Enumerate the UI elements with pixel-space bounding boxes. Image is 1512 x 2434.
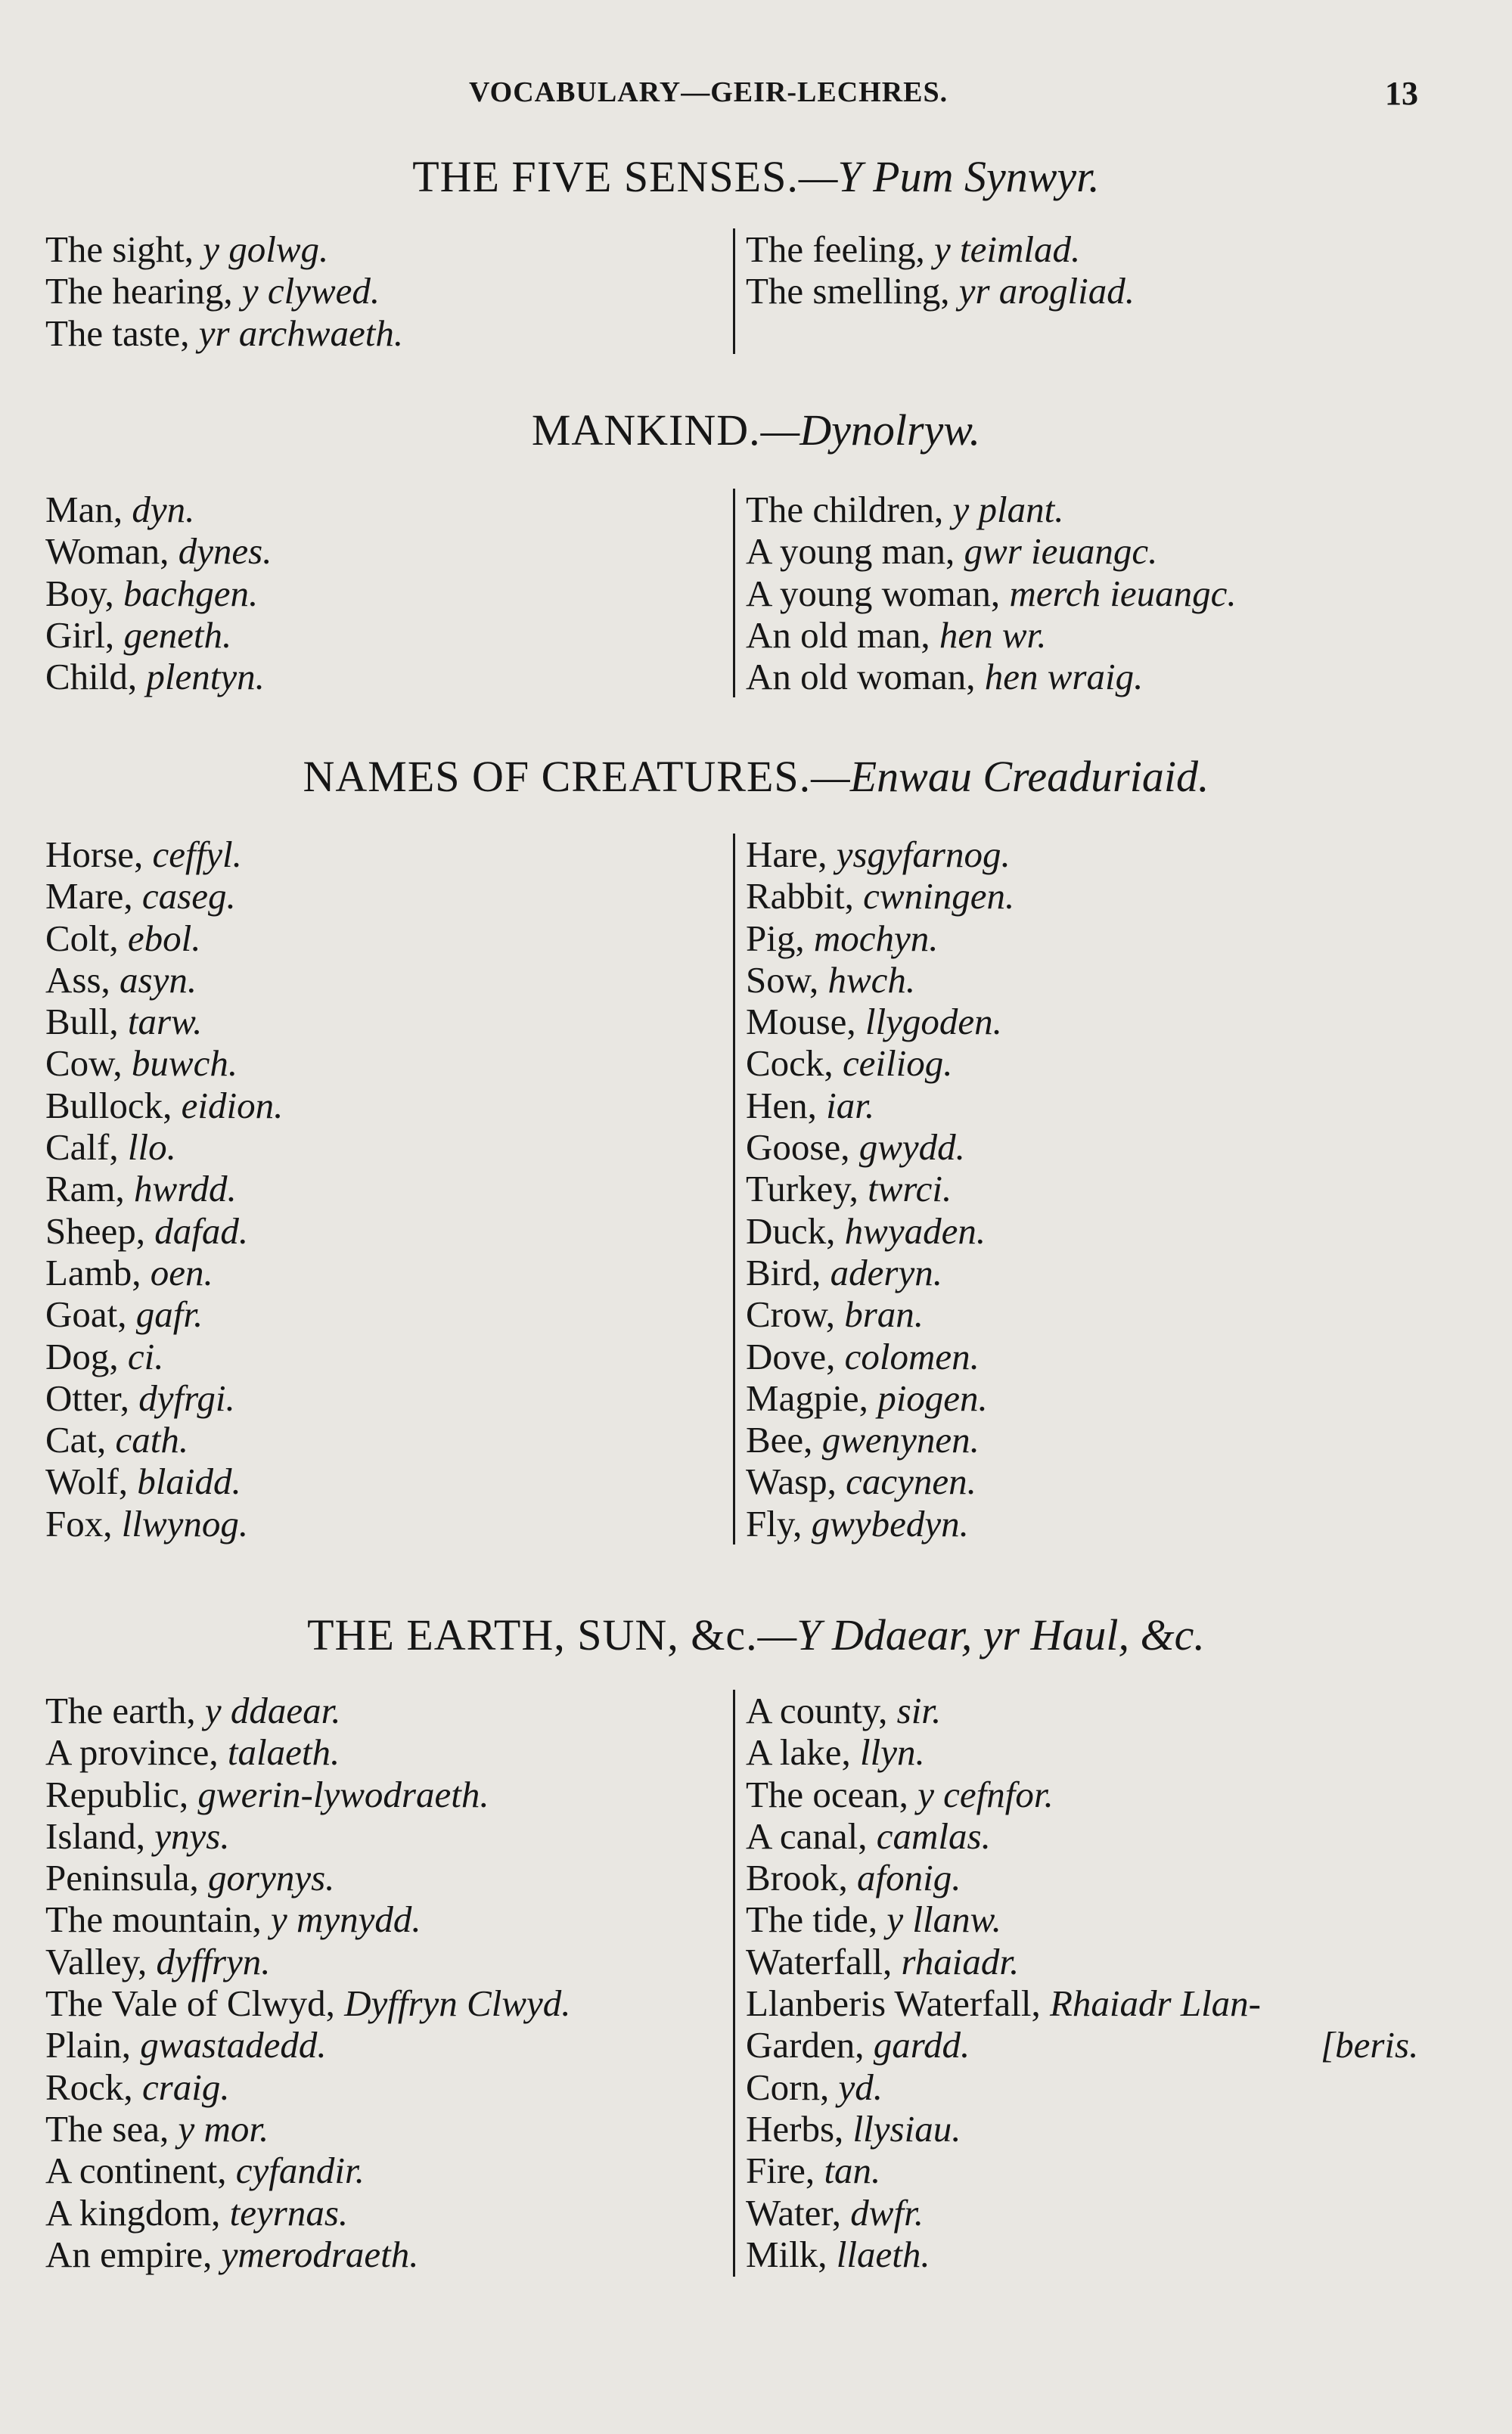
vocab-entry: The sight, y golwg. bbox=[45, 228, 329, 270]
vocab-entry: Fox, llwynog. bbox=[45, 1502, 249, 1545]
vocab-entry: Wasp, cacynen. bbox=[746, 1461, 976, 1503]
vocab-entry: The tide, y llanw. bbox=[746, 1898, 1001, 1941]
vocab-entry: Plain, gwastadedd. bbox=[45, 2024, 327, 2066]
vocab-entry: A province, talaeth. bbox=[45, 1731, 340, 1774]
vocab-entry: The children, y plant. bbox=[746, 489, 1064, 530]
vocab-entry: Water, dwfr. bbox=[746, 2191, 924, 2234]
vocab-entry: Cow, buwch. bbox=[45, 1042, 238, 1085]
vocab-entry: Garden, gardd. [beris. bbox=[746, 2024, 1419, 2066]
vocab-entry: Hare, ysgyfarnog. bbox=[746, 834, 1011, 875]
vocab-entry: Ram, hwrdd. bbox=[45, 1168, 237, 1210]
vocab-entry: Otter, dyfrgi. bbox=[45, 1377, 235, 1419]
vocab-entry: The taste, yr archwaeth. bbox=[45, 312, 404, 354]
heading-english: NAMES OF CREATURES. bbox=[303, 752, 812, 801]
vocab-entry: A kingdom, teyrnas. bbox=[45, 2191, 349, 2234]
vocab-entry: Girl, geneth. bbox=[45, 613, 232, 656]
vocab-entry: A young woman, merch ieuangc. bbox=[746, 572, 1237, 614]
section-heading-creatures bbox=[0, 751, 1512, 802]
vocab-entry: The earth, y ddaear. bbox=[45, 1690, 341, 1731]
vocab-entry: The sea, y mor. bbox=[45, 2107, 269, 2150]
vocab-entry: Corn, yd. bbox=[746, 2066, 883, 2108]
vocab-entry: Milk, llaeth. bbox=[746, 2233, 930, 2275]
vocab-entry: Wolf, blaidd. bbox=[45, 1461, 241, 1503]
vocab-entry: Republic, gwerin-lywodraeth. bbox=[45, 1773, 489, 1815]
mankind-columns bbox=[45, 489, 1475, 700]
vocab-entry: An empire, ymerodraeth. bbox=[45, 2233, 419, 2275]
vocab-entry: Fire, tan. bbox=[746, 2150, 881, 2192]
vocab-entry: Bird, aderyn. bbox=[746, 1251, 942, 1293]
vocab-entry: Sheep, dafad. bbox=[45, 1209, 249, 1252]
vocab-entry: A young man, gwr ieuangc. bbox=[746, 530, 1158, 573]
heading-english: THE FIVE SENSES. bbox=[412, 152, 799, 201]
vocab-entry: Island, ynys. bbox=[45, 1815, 230, 1857]
vocab-entry: Waterfall, rhaiadr. bbox=[746, 1940, 1020, 1982]
section-heading-mankind bbox=[0, 405, 1512, 455]
vocab-entry: Crow, bran. bbox=[746, 1293, 924, 1336]
heading-english: MANKIND. bbox=[531, 405, 761, 455]
heading-english: THE EARTH, SUN, &c. bbox=[307, 1610, 758, 1659]
earth-sun-left-column bbox=[45, 1690, 741, 2275]
five-senses-right-column bbox=[746, 228, 1442, 312]
vocab-entry: Magpie, piogen. bbox=[746, 1377, 988, 1419]
five-senses-left-column bbox=[45, 228, 741, 354]
vocab-entry: Calf, llo. bbox=[45, 1126, 176, 1169]
vocab-entry: Child, plentyn. bbox=[45, 656, 265, 698]
vocab-entry: The Vale of Clwyd, Dyffryn Clwyd. bbox=[45, 1982, 571, 2025]
vocab-entry: The smelling, yr arogliad. bbox=[746, 270, 1135, 312]
vocab-entry: An old man, hen wr. bbox=[746, 613, 1047, 656]
vocab-entry: Fly, gwybedyn. bbox=[746, 1502, 969, 1545]
vocab-entry: The feeling, y teimlad. bbox=[746, 228, 1081, 270]
vocab-entry: Herbs, llysiau. bbox=[746, 2107, 961, 2150]
creatures-left-column bbox=[45, 834, 741, 1545]
heading-welsh: —Y Ddaear, yr Haul, &c. bbox=[757, 1610, 1205, 1659]
vocab-entry: Sow, hwch. bbox=[746, 958, 916, 1001]
vocab-entry: Man, dyn. bbox=[45, 489, 195, 530]
running-title: VOCABULARY—GEIR-LECHRES. bbox=[469, 76, 948, 108]
creatures-right-column bbox=[746, 834, 1442, 1545]
continuation-mark: [beris. bbox=[1321, 2024, 1419, 2066]
mankind-right-column bbox=[746, 489, 1442, 697]
vocab-entry: Woman, dynes. bbox=[45, 530, 272, 573]
vocab-entry: A canal, camlas. bbox=[746, 1815, 991, 1857]
section-heading-earth-sun bbox=[0, 1610, 1512, 1660]
vocab-entry: Mouse, llygoden. bbox=[746, 1001, 1002, 1043]
earth-sun-columns bbox=[45, 1690, 1475, 2280]
vocab-entry: Hen, iar. bbox=[746, 1084, 875, 1126]
vocab-entry: A county, sir. bbox=[746, 1690, 942, 1731]
vocab-entry: Peninsula, gorynys. bbox=[45, 1857, 335, 1899]
vocab-entry: Brook, afonig. bbox=[746, 1857, 961, 1899]
vocab-entry: The hearing, y clywed. bbox=[45, 270, 380, 312]
vocab-entry: Pig, mochyn. bbox=[746, 917, 939, 959]
heading-welsh: —Dynolryw. bbox=[760, 405, 981, 455]
vocab-entry: Valley, dyffryn. bbox=[45, 1940, 271, 1982]
creatures-columns bbox=[45, 834, 1475, 1548]
vocab-entry: A lake, llyn. bbox=[746, 1731, 925, 1774]
vocab-entry: Goose, gwydd. bbox=[746, 1126, 965, 1169]
mankind-left-column bbox=[45, 489, 741, 697]
vocab-entry: Cat, cath. bbox=[45, 1419, 189, 1461]
vocab-entry: A continent, cyfandir. bbox=[45, 2150, 365, 2192]
vocab-entry: Ass, asyn. bbox=[45, 958, 197, 1001]
vocab-entry: Bull, tarw. bbox=[45, 1001, 203, 1043]
heading-welsh: —Y Pum Synwyr. bbox=[798, 152, 1100, 201]
vocab-entry: Bullock, eidion. bbox=[45, 1084, 284, 1126]
vocab-entry: Cock, ceiliog. bbox=[746, 1042, 953, 1085]
vocab-entry: Rock, craig. bbox=[45, 2066, 230, 2108]
vocab-entry: Goat, gafr. bbox=[45, 1293, 203, 1336]
vocab-entry: Llanberis Waterfall, Rhaiadr Llan- bbox=[746, 1982, 1261, 2025]
earth-sun-right-column bbox=[746, 1690, 1442, 2275]
section-heading-five-senses bbox=[0, 151, 1512, 202]
vocab-entry: Mare, caseg. bbox=[45, 875, 236, 917]
vocab-entry: The ocean, y cefnfor. bbox=[746, 1773, 1054, 1815]
heading-welsh: —Enwau Creaduriaid. bbox=[811, 752, 1209, 801]
five-senses-columns bbox=[45, 228, 1475, 357]
vocab-entry: Boy, bachgen. bbox=[45, 572, 259, 614]
vocab-entry: The mountain, y mynydd. bbox=[45, 1898, 421, 1941]
vocab-entry: Rabbit, cwningen. bbox=[746, 875, 1015, 917]
vocab-entry: Horse, ceffyl. bbox=[45, 834, 242, 875]
vocab-entry: Lamb, oen. bbox=[45, 1251, 213, 1293]
vocab-entry: Duck, hwyaden. bbox=[746, 1209, 986, 1252]
vocab-entry: Turkey, twrci. bbox=[746, 1168, 952, 1210]
page-number: 13 bbox=[1385, 75, 1418, 112]
running-head bbox=[0, 76, 1512, 113]
vocab-entry: Colt, ebol. bbox=[45, 917, 201, 959]
vocab-entry: An old woman, hen wraig. bbox=[746, 656, 1144, 698]
vocab-entry: Dog, ci. bbox=[45, 1335, 164, 1377]
vocab-entry: Dove, colomen. bbox=[746, 1335, 980, 1377]
vocab-entry: Bee, gwenynen. bbox=[746, 1419, 980, 1461]
